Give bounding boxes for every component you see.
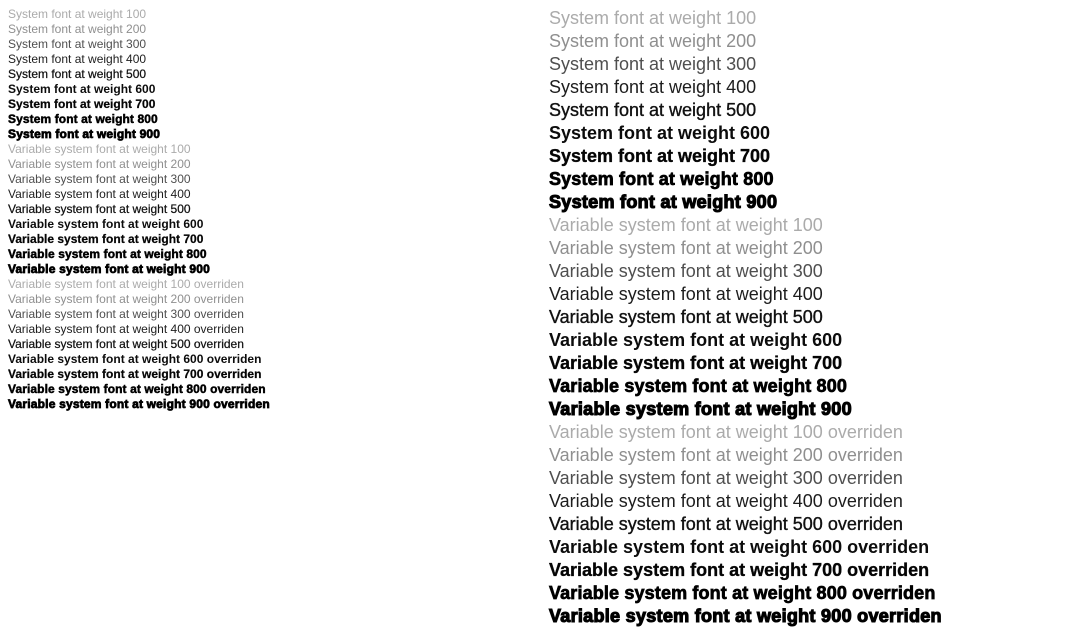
font-weight-sample-line-500: Variable system font at weight 500 xyxy=(549,307,823,327)
font-weight-sample-line-100: Variable system font at weight 100 xyxy=(549,215,823,235)
font-weight-sample-line-400: Variable system font at weight 400 xyxy=(549,284,823,304)
font-weight-sample-line-500: Variable system font at weight 500 overriden xyxy=(8,337,244,351)
font-weight-sample-column-small xyxy=(8,7,270,412)
font-weight-sample-column-large xyxy=(549,7,942,628)
font-weight-sample-line-700: System font at weight 700 xyxy=(8,97,156,111)
font-weight-sample-line-400: Variable system font at weight 400 overriden xyxy=(549,491,903,511)
font-weight-sample-line-600: System font at weight 600 xyxy=(8,82,156,96)
font-weight-sample-line-500: System font at weight 500 xyxy=(8,67,147,81)
font-weight-sample-line-300: System font at weight 300 xyxy=(8,37,147,51)
font-weight-sample-line-900: Variable system font at weight 900 xyxy=(8,262,210,276)
font-weight-sample-line-300: System font at weight 300 xyxy=(549,54,757,74)
font-weight-sample-line-100: Variable system font at weight 100 overriden xyxy=(549,422,903,442)
font-weight-sample-line-600: Variable system font at weight 600 xyxy=(8,217,204,231)
font-weight-sample-line-100: Variable system font at weight 100 overriden xyxy=(8,277,244,291)
font-weight-sample-line-700: Variable system font at weight 700 overriden xyxy=(8,367,262,381)
font-weight-sample-line-200: System font at weight 200 xyxy=(8,22,147,36)
font-weight-sample-line-300: Variable system font at weight 300 overriden xyxy=(549,468,903,488)
font-weight-sample-line-900: Variable system font at weight 900 overriden xyxy=(549,606,942,626)
font-weight-sample-line-700: Variable system font at weight 700 xyxy=(549,353,843,373)
font-weight-sample-line-100: Variable system font at weight 100 xyxy=(8,142,191,156)
font-weight-sample-line-400: Variable system font at weight 400 overriden xyxy=(8,322,244,336)
font-weight-sample-line-500: Variable system font at weight 500 xyxy=(8,202,191,216)
font-weight-sample-line-200: Variable system font at weight 200 overriden xyxy=(549,445,903,465)
font-weight-sample-line-600: Variable system font at weight 600 overriden xyxy=(549,537,930,557)
font-weight-sample-line-800: System font at weight 800 xyxy=(8,112,158,126)
font-weight-sample-line-200: Variable system font at weight 200 overriden xyxy=(8,292,244,306)
font-weight-sample-line-200: System font at weight 200 xyxy=(549,31,757,51)
font-weight-sample-line-700: Variable system font at weight 700 overriden xyxy=(549,560,930,580)
font-weight-sample-line-800: Variable system font at weight 800 overriden xyxy=(549,583,936,603)
font-weight-sample-line-400: Variable system font at weight 400 xyxy=(8,187,191,201)
font-weight-sample-line-100: System font at weight 100 xyxy=(549,8,757,28)
font-weight-sample-line-300: Variable system font at weight 300 xyxy=(8,172,191,186)
font-weight-sample-line-800: Variable system font at weight 800 overriden xyxy=(8,382,266,396)
font-weight-sample-line-900: Variable system font at weight 900 xyxy=(549,399,852,419)
font-weight-sample-line-700: Variable system font at weight 700 xyxy=(8,232,204,246)
font-weight-sample-line-400: System font at weight 400 xyxy=(549,77,757,97)
font-weight-sample-line-300: Variable system font at weight 300 xyxy=(549,261,823,281)
font-weight-sample-line-600: Variable system font at weight 600 xyxy=(549,330,843,350)
font-weight-sample-line-200: Variable system font at weight 200 xyxy=(8,157,191,171)
font-weight-sample-line-800: Variable system font at weight 800 xyxy=(549,376,848,396)
font-weight-sample-line-800: Variable system font at weight 800 xyxy=(8,247,207,261)
font-weight-sample-line-900: System font at weight 900 xyxy=(8,127,161,141)
font-weight-sample-line-400: System font at weight 400 xyxy=(8,52,147,66)
font-weight-sample-line-900: Variable system font at weight 900 overriden xyxy=(8,397,270,411)
font-weight-sample-line-700: System font at weight 700 xyxy=(549,146,771,166)
font-weight-sample-line-500: Variable system font at weight 500 overriden xyxy=(549,514,903,534)
font-weight-sample-line-600: System font at weight 600 xyxy=(549,123,771,143)
font-weight-sample-line-200: Variable system font at weight 200 xyxy=(549,238,823,258)
font-weight-sample-line-100: System font at weight 100 xyxy=(8,7,147,21)
font-weight-sample-line-600: Variable system font at weight 600 overriden xyxy=(8,352,262,366)
font-weight-sample-line-500: System font at weight 500 xyxy=(549,100,757,120)
font-weight-sample-line-900: System font at weight 900 xyxy=(549,192,778,212)
font-weight-sample-line-300: Variable system font at weight 300 overriden xyxy=(8,307,244,321)
font-weight-sample-line-800: System font at weight 800 xyxy=(549,169,774,189)
